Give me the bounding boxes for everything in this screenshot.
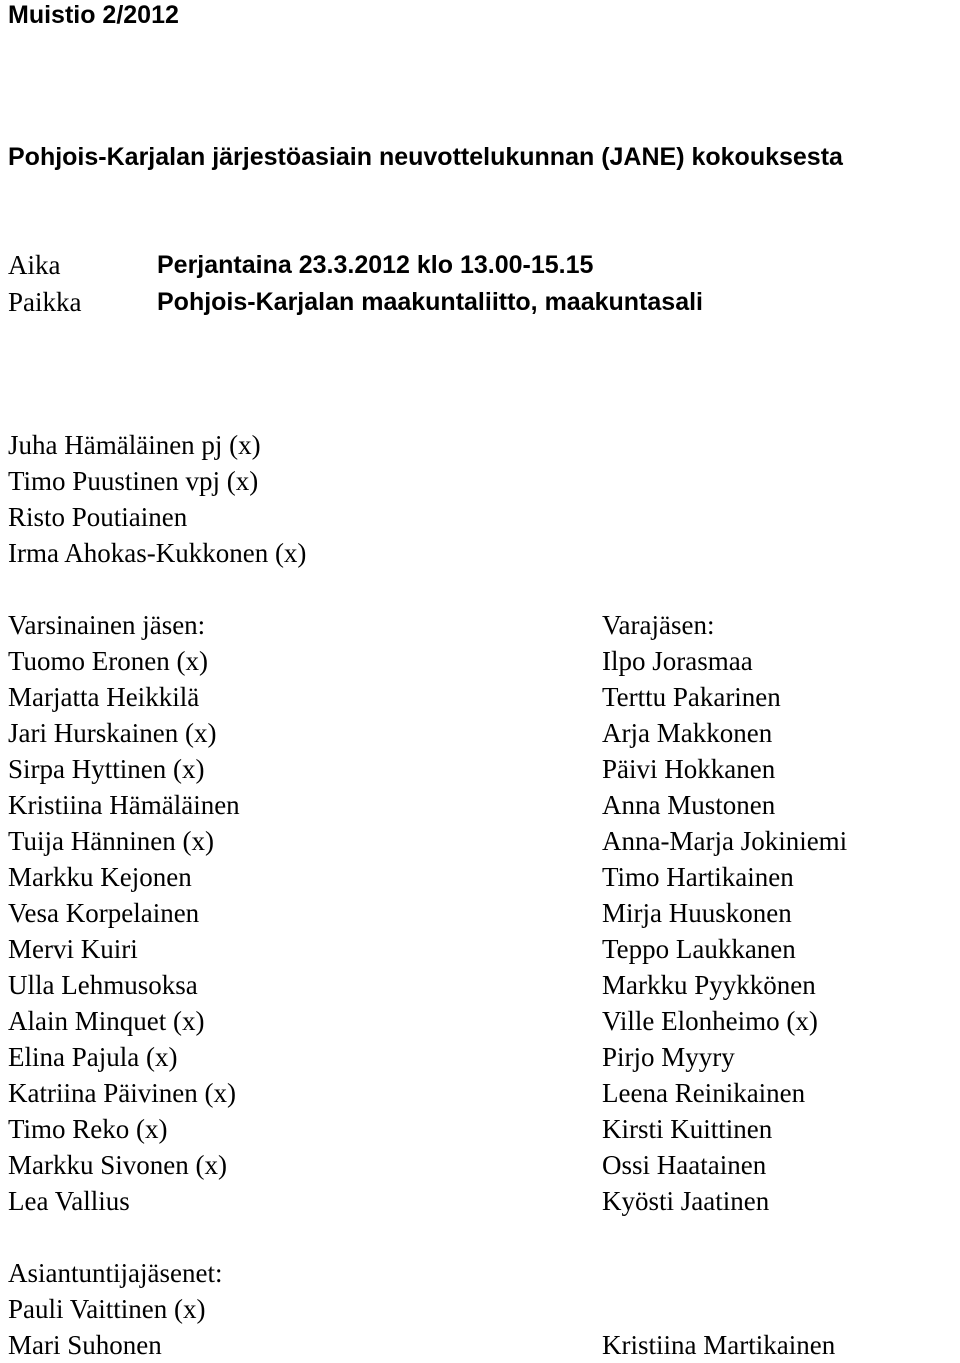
- experts-list: [8, 1255, 222, 1363]
- deputy-name: Terttu Pakarinen: [602, 682, 781, 712]
- deputy-name: Päivi Hokkanen: [602, 754, 776, 784]
- member-name: Mervi Kuiri: [8, 934, 138, 964]
- deputy-name: Markku Pyykkönen: [602, 970, 816, 1000]
- chair-name: Risto Poutiainen: [8, 502, 188, 532]
- experts-header: Asiantuntijajäsenet:: [8, 1258, 223, 1288]
- time-value: Perjantaina 23.3.2012 klo 13.00-15.15: [157, 251, 594, 279]
- memo-title: Muistio 2/2012: [8, 1, 179, 29]
- members-header: Varsinainen jäsen:: [8, 610, 206, 640]
- member-name: Markku Kejonen: [8, 862, 192, 892]
- expert-deputy-name: Kristiina Martikainen: [602, 1330, 836, 1360]
- chairs-list: [8, 427, 306, 571]
- deputy-name: Mirja Huuskonen: [602, 898, 792, 928]
- deputies-list: [602, 607, 847, 1219]
- member-name: Vesa Korpelainen: [8, 898, 200, 928]
- chair-name: Juha Hämäläinen pj (x): [8, 430, 261, 460]
- chair-name: Irma Ahokas-Kukkonen (x): [8, 538, 307, 568]
- member-name: Sirpa Hyttinen (x): [8, 754, 205, 784]
- memo-subtitle: Pohjois-Karjalan järjestöasiain neuvottelukunnan (JANE) kokouksesta: [8, 143, 843, 171]
- member-name: Alain Minquet (x): [8, 1006, 205, 1036]
- place-value: Pohjois-Karjalan maakuntaliitto, maakuntasali: [157, 288, 703, 316]
- member-name: Timo Reko (x): [8, 1114, 168, 1144]
- member-name: Kristiina Hämäläinen: [8, 790, 240, 820]
- deputy-name: Anna-Marja Jokiniemi: [602, 826, 848, 856]
- member-name: Tuija Hänninen (x): [8, 826, 214, 856]
- deputy-name: Kyösti Jaatinen: [602, 1186, 770, 1216]
- member-name: Elina Pajula (x): [8, 1042, 178, 1072]
- time-label: Aika: [8, 250, 61, 280]
- member-name: Markku Sivonen (x): [8, 1150, 227, 1180]
- member-name: Marjatta Heikkilä: [8, 682, 200, 712]
- deputy-name: Kirsti Kuittinen: [602, 1114, 773, 1144]
- deputy-name: Ville Elonheimo (x): [602, 1006, 818, 1036]
- deputies-header: Varajäsen:: [602, 610, 715, 640]
- place-label: Paikka: [8, 287, 82, 317]
- chair-name: Timo Puustinen vpj (x): [8, 466, 259, 496]
- deputy-name: Leena Reinikainen: [602, 1078, 806, 1108]
- deputy-name: Arja Makkonen: [602, 718, 773, 748]
- expert-name: Mari Suhonen: [8, 1330, 162, 1360]
- deputy-name: Ossi Haatainen: [602, 1150, 767, 1180]
- deputy-name: Timo Hartikainen: [602, 862, 794, 892]
- deputy-name: Pirjo Myyry: [602, 1042, 735, 1072]
- deputy-name: Anna Mustonen: [602, 790, 776, 820]
- member-name: Ulla Lehmusoksa: [8, 970, 198, 1000]
- members-list: [8, 607, 240, 1219]
- deputy-name: Teppo Laukkanen: [602, 934, 796, 964]
- member-name: Lea Vallius: [8, 1186, 130, 1216]
- member-name: Jari Hurskainen (x): [8, 718, 217, 748]
- expert-name: Pauli Vaittinen (x): [8, 1294, 206, 1324]
- deputy-name: Ilpo Jorasmaa: [602, 646, 753, 676]
- member-name: Katriina Päivinen (x): [8, 1078, 236, 1108]
- member-name: Tuomo Eronen (x): [8, 646, 208, 676]
